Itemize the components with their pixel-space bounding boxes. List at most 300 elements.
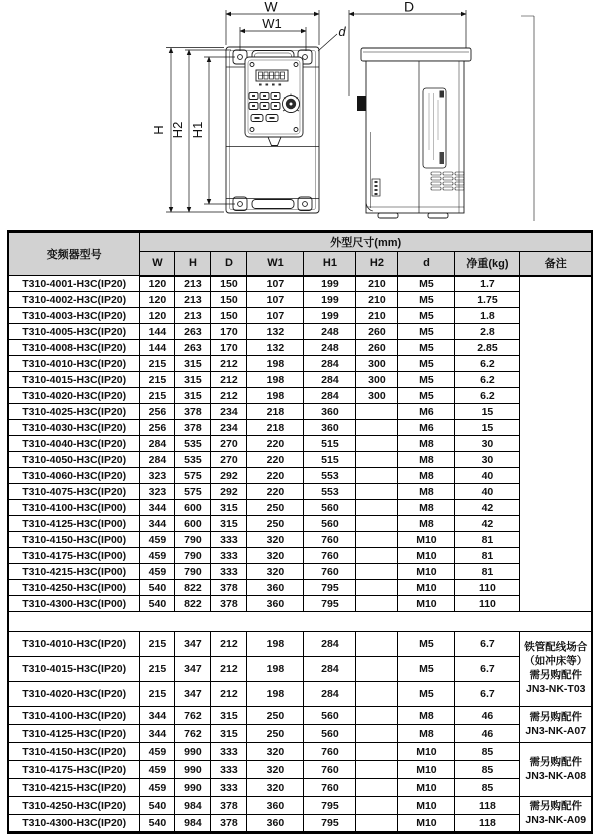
screw-size-cell: M5 [398,324,455,340]
model-cell: T310-4215-H3C(IP20) [8,779,140,797]
w1-cell: 250 [247,516,304,532]
h-cell: 575 [175,484,211,500]
h-cell: 263 [175,340,211,356]
w-cell: 459 [140,761,175,779]
w-cell: 256 [140,404,175,420]
weight-cell: 46 [455,707,520,725]
table-row [8,779,592,797]
weight-cell: 6.2 [455,356,520,372]
w1-cell: 220 [247,468,304,484]
d-cell: 315 [211,516,247,532]
h1-cell: 284 [304,682,356,707]
h-cell: 575 [175,468,211,484]
col-header-dims-group: 外型尺寸(mm) [140,232,592,252]
model-cell: T310-4020-H3C(IP20) [8,682,140,707]
table-row [8,452,592,468]
h2-cell [356,436,398,452]
h-cell: 347 [175,682,211,707]
h2-cell [356,484,398,500]
h-cell: 535 [175,436,211,452]
h1-cell: 560 [304,516,356,532]
w-cell: 215 [140,657,175,682]
table-row [8,564,592,580]
w1-cell: 198 [247,372,304,388]
model-cell: T310-4010-H3C(IP20) [8,356,140,372]
h-cell: 315 [175,356,211,372]
w-cell: 344 [140,707,175,725]
h2-cell [356,564,398,580]
model-cell: T310-4125-H3C(IP00) [8,516,140,532]
model-cell: T310-4003-H3C(IP20) [8,308,140,324]
table-row [8,632,592,657]
h-cell: 990 [175,779,211,797]
w-cell: 344 [140,500,175,516]
table-row [8,707,592,725]
d-cell: 333 [211,743,247,761]
d-cell: 150 [211,276,247,292]
weight-cell: 6.7 [455,682,520,707]
h2-cell [356,797,398,815]
h1-cell: 795 [304,596,356,612]
remark-line: JN3-NK-A09 [525,814,587,826]
weight-cell: 46 [455,725,520,743]
dim-label-h: H [151,125,166,135]
weight-cell: 110 [455,596,520,612]
d-cell: 292 [211,468,247,484]
screw-size-cell: M10 [398,743,455,761]
table-row [8,276,592,292]
w1-cell: 360 [247,797,304,815]
model-cell: T310-4060-H3C(IP20) [8,468,140,484]
table-row [8,308,592,324]
w-cell: 344 [140,725,175,743]
d-cell: 315 [211,500,247,516]
screw-size-cell: M8 [398,452,455,468]
h2-cell [356,815,398,833]
side-view [357,48,471,218]
d-cell: 270 [211,452,247,468]
screw-size-cell: M10 [398,548,455,564]
dim-label-w1: W1 [262,16,282,31]
w-cell: 344 [140,516,175,532]
d-cell: 150 [211,292,247,308]
d-cell: 378 [211,815,247,833]
model-cell: T310-4300-H3C(IP20) [8,815,140,833]
model-cell: T310-4015-H3C(IP20) [8,372,140,388]
h1-cell: 553 [304,468,356,484]
model-cell: T310-4025-H3C(IP20) [8,404,140,420]
dim-label-d-screw: d [338,24,346,39]
h1-cell: 553 [304,484,356,500]
h2-cell: 210 [356,308,398,324]
model-cell: T310-4001-H3C(IP20) [8,276,140,292]
header-row-group [8,232,592,252]
d-cell: 212 [211,682,247,707]
h2-cell [356,580,398,596]
screw-size-cell: M10 [398,797,455,815]
model-cell: T310-4005-H3C(IP20) [8,324,140,340]
screw-size-cell: M10 [398,564,455,580]
w1-cell: 320 [247,532,304,548]
w1-cell: 107 [247,276,304,292]
w1-cell: 198 [247,682,304,707]
h2-cell [356,420,398,436]
h1-cell: 284 [304,356,356,372]
remark-cell [520,632,592,707]
w1-cell: 107 [247,292,304,308]
w-cell: 540 [140,815,175,833]
w-cell: 323 [140,484,175,500]
h1-cell: 199 [304,292,356,308]
h2-cell [356,548,398,564]
weight-cell: 1.75 [455,292,520,308]
d-cell: 150 [211,308,247,324]
weight-cell: 6.7 [455,657,520,682]
model-cell: T310-4030-H3C(IP20) [8,420,140,436]
model-cell: T310-4020-H3C(IP20) [8,388,140,404]
dim-label-w: W [264,0,278,15]
model-cell: T310-4050-H3C(IP20) [8,452,140,468]
dimension-drawing [0,0,600,230]
d-cell: 212 [211,657,247,682]
weight-cell: 2.85 [455,340,520,356]
w1-cell: 320 [247,564,304,580]
d-cell: 212 [211,372,247,388]
weight-cell: 1.7 [455,276,520,292]
h2-cell [356,452,398,468]
h2-cell: 300 [356,356,398,372]
h1-cell: 515 [304,436,356,452]
w1-cell: 132 [247,340,304,356]
col-header-screw: d [398,252,455,276]
col-header-h2: H2 [356,252,398,276]
d-cell: 315 [211,725,247,743]
h2-cell: 300 [356,388,398,404]
w1-cell: 220 [247,436,304,452]
table-row [8,682,592,707]
h2-cell [356,532,398,548]
h1-cell: 795 [304,815,356,833]
h2-cell: 260 [356,324,398,340]
h2-cell [356,707,398,725]
h-cell: 347 [175,657,211,682]
d-cell: 234 [211,404,247,420]
h1-cell: 199 [304,276,356,292]
col-header-remark: 备注 [520,252,592,276]
w1-cell: 250 [247,725,304,743]
weight-cell: 81 [455,532,520,548]
h1-cell: 360 [304,404,356,420]
w1-cell: 218 [247,404,304,420]
table-row [8,657,592,682]
remark-line: 铁管配线场合 [524,641,588,654]
w-cell: 120 [140,308,175,324]
w1-cell: 107 [247,308,304,324]
w-cell: 459 [140,779,175,797]
w1-cell: 218 [247,420,304,436]
h-cell: 984 [175,797,211,815]
screw-size-cell: M10 [398,779,455,797]
col-header-w1: W1 [247,252,304,276]
h-cell: 315 [175,372,211,388]
h1-cell: 248 [304,340,356,356]
table-row [8,388,592,404]
weight-cell: 85 [455,761,520,779]
table-row [8,596,592,612]
w-cell: 459 [140,532,175,548]
model-cell: T310-4010-H3C(IP20) [8,632,140,657]
d-cell: 270 [211,436,247,452]
h1-cell: 760 [304,743,356,761]
weight-cell: 6.2 [455,372,520,388]
separator-row [8,612,592,632]
w1-cell: 360 [247,815,304,833]
h2-cell [356,761,398,779]
table-row [8,420,592,436]
remark-line: 需另购配件 [529,669,582,681]
w-cell: 144 [140,340,175,356]
weight-cell: 118 [455,797,520,815]
table-row [8,292,592,308]
screw-size-cell: M5 [398,276,455,292]
table-row [8,468,592,484]
w-cell: 256 [140,420,175,436]
h2-cell [356,743,398,761]
w-cell: 144 [140,324,175,340]
h2-cell [356,725,398,743]
table-row [8,484,592,500]
model-cell: T310-4100-H3C(IP20) [8,707,140,725]
screw-size-cell: M6 [398,420,455,436]
model-cell: T310-4075-H3C(IP20) [8,484,140,500]
h1-cell: 760 [304,532,356,548]
w1-cell: 250 [247,707,304,725]
d-cell: 212 [211,356,247,372]
h-cell: 378 [175,404,211,420]
remark-cell [520,743,592,797]
h2-cell [356,516,398,532]
screw-size-cell: M5 [398,340,455,356]
remark-line: 需另购配件 [529,710,582,723]
h1-cell: 284 [304,632,356,657]
remark-line: JN3-NK-A07 [525,724,587,737]
screw-size-cell: M8 [398,500,455,516]
screw-size-cell: M10 [398,580,455,596]
h1-cell: 560 [304,725,356,743]
h-cell: 790 [175,548,211,564]
d-cell: 378 [211,797,247,815]
w-cell: 540 [140,580,175,596]
weight-cell: 6.7 [455,632,520,657]
dim-label-h1: H1 [190,121,205,139]
model-cell: T310-4175-H3C(IP20) [8,761,140,779]
dim-label-h2: H2 [170,121,185,139]
w-cell: 459 [140,743,175,761]
h-cell: 984 [175,815,211,833]
model-cell: T310-4015-H3C(IP20) [8,657,140,682]
screw-size-cell: M8 [398,725,455,743]
h1-cell: 248 [304,324,356,340]
col-header-h1: H1 [304,252,356,276]
d-cell: 378 [211,596,247,612]
h1-cell: 760 [304,548,356,564]
weight-cell: 30 [455,452,520,468]
w1-cell: 198 [247,632,304,657]
d-cell: 212 [211,388,247,404]
h1-cell: 760 [304,779,356,797]
remark-cell [520,797,592,833]
screw-size-cell: M5 [398,657,455,682]
w-cell: 215 [140,632,175,657]
model-cell: T310-4150-H3C(IP00) [8,532,140,548]
dimensions-table [7,230,593,834]
d-cell: 315 [211,707,247,725]
model-cell: T310-4100-H3C(IP00) [8,500,140,516]
weight-cell: 15 [455,404,520,420]
h-cell: 790 [175,532,211,548]
h1-cell: 199 [304,308,356,324]
h1-cell: 360 [304,420,356,436]
remark-line: JN3-NK-A08 [525,769,587,782]
d-cell: 333 [211,564,247,580]
screw-size-cell: M10 [398,532,455,548]
w-cell: 459 [140,548,175,564]
w1-cell: 320 [247,761,304,779]
d-cell: 170 [211,324,247,340]
w-cell: 215 [140,388,175,404]
h2-cell [356,779,398,797]
h-cell: 762 [175,707,211,725]
d-cell: 170 [211,340,247,356]
table-row [8,372,592,388]
weight-cell: 110 [455,580,520,596]
table-row [8,797,592,815]
model-cell: T310-4150-H3C(IP20) [8,743,140,761]
d-cell: 378 [211,580,247,596]
screw-size-cell: M8 [398,707,455,725]
model-cell: T310-4300-H3C(IP00) [8,596,140,612]
d-cell: 333 [211,548,247,564]
h-cell: 990 [175,743,211,761]
w-cell: 284 [140,436,175,452]
model-cell: T310-4002-H3C(IP20) [8,292,140,308]
weight-cell: 1.8 [455,308,520,324]
h1-cell: 760 [304,564,356,580]
model-cell: T310-4125-H3C(IP20) [8,725,140,743]
h2-cell [356,468,398,484]
table-row [8,356,592,372]
screw-size-cell: M10 [398,761,455,779]
weight-cell: 2.8 [455,324,520,340]
w-cell: 323 [140,468,175,484]
weight-cell: 81 [455,548,520,564]
w1-cell: 198 [247,356,304,372]
h-cell: 600 [175,516,211,532]
w-cell: 215 [140,682,175,707]
w1-cell: 198 [247,657,304,682]
h1-cell: 560 [304,500,356,516]
h-cell: 822 [175,580,211,596]
table-row [8,436,592,452]
col-header-d: D [211,252,247,276]
screw-size-cell: M10 [398,596,455,612]
table-row [8,743,592,761]
h2-cell: 210 [356,276,398,292]
table-row [8,340,592,356]
h2-cell [356,657,398,682]
weight-cell: 6.2 [455,388,520,404]
table-row [8,548,592,564]
weight-cell: 81 [455,564,520,580]
h2-cell [356,632,398,657]
col-header-w: W [140,252,175,276]
w1-cell: 220 [247,452,304,468]
model-cell: T310-4008-H3C(IP20) [8,340,140,356]
d-cell: 333 [211,761,247,779]
h1-cell: 760 [304,761,356,779]
w-cell: 120 [140,292,175,308]
screw-size-cell: M6 [398,404,455,420]
table-row [8,761,592,779]
h-cell: 535 [175,452,211,468]
w-cell: 540 [140,596,175,612]
d-cell: 333 [211,779,247,797]
w1-cell: 198 [247,388,304,404]
model-cell: T310-4175-H3C(IP00) [8,548,140,564]
w-cell: 215 [140,372,175,388]
table-row [8,725,592,743]
w-cell: 540 [140,797,175,815]
drawing-svg [0,0,600,230]
col-header-weight: 净重(kg) [455,252,520,276]
remark-line: 需另购配件 [529,800,582,813]
h2-cell [356,682,398,707]
dim-label-depth: D [403,0,415,15]
h-cell: 315 [175,388,211,404]
model-cell: T310-4250-H3C(IP00) [8,580,140,596]
screw-size-cell: M8 [398,436,455,452]
screw-size-cell: M8 [398,516,455,532]
h1-cell: 795 [304,580,356,596]
remark-line: JN3-NK-T03 [525,682,586,695]
weight-cell: 40 [455,468,520,484]
w-cell: 120 [140,276,175,292]
d-cell: 234 [211,420,247,436]
h-cell: 990 [175,761,211,779]
weight-cell: 15 [455,420,520,436]
h2-cell [356,404,398,420]
d-cell: 333 [211,532,247,548]
separator-cell [8,612,592,632]
d-cell: 212 [211,632,247,657]
h-cell: 600 [175,500,211,516]
screw-size-cell: M8 [398,468,455,484]
screw-size-cell: M10 [398,815,455,833]
w1-cell: 360 [247,596,304,612]
h-cell: 822 [175,596,211,612]
weight-cell: 42 [455,516,520,532]
col-header-h: H [175,252,211,276]
h1-cell: 284 [304,372,356,388]
h-cell: 213 [175,276,211,292]
screw-size-cell: M5 [398,632,455,657]
h2-cell: 300 [356,372,398,388]
h2-cell [356,596,398,612]
w1-cell: 320 [247,779,304,797]
w1-cell: 320 [247,743,304,761]
screw-size-cell: M5 [398,356,455,372]
h-cell: 213 [175,308,211,324]
